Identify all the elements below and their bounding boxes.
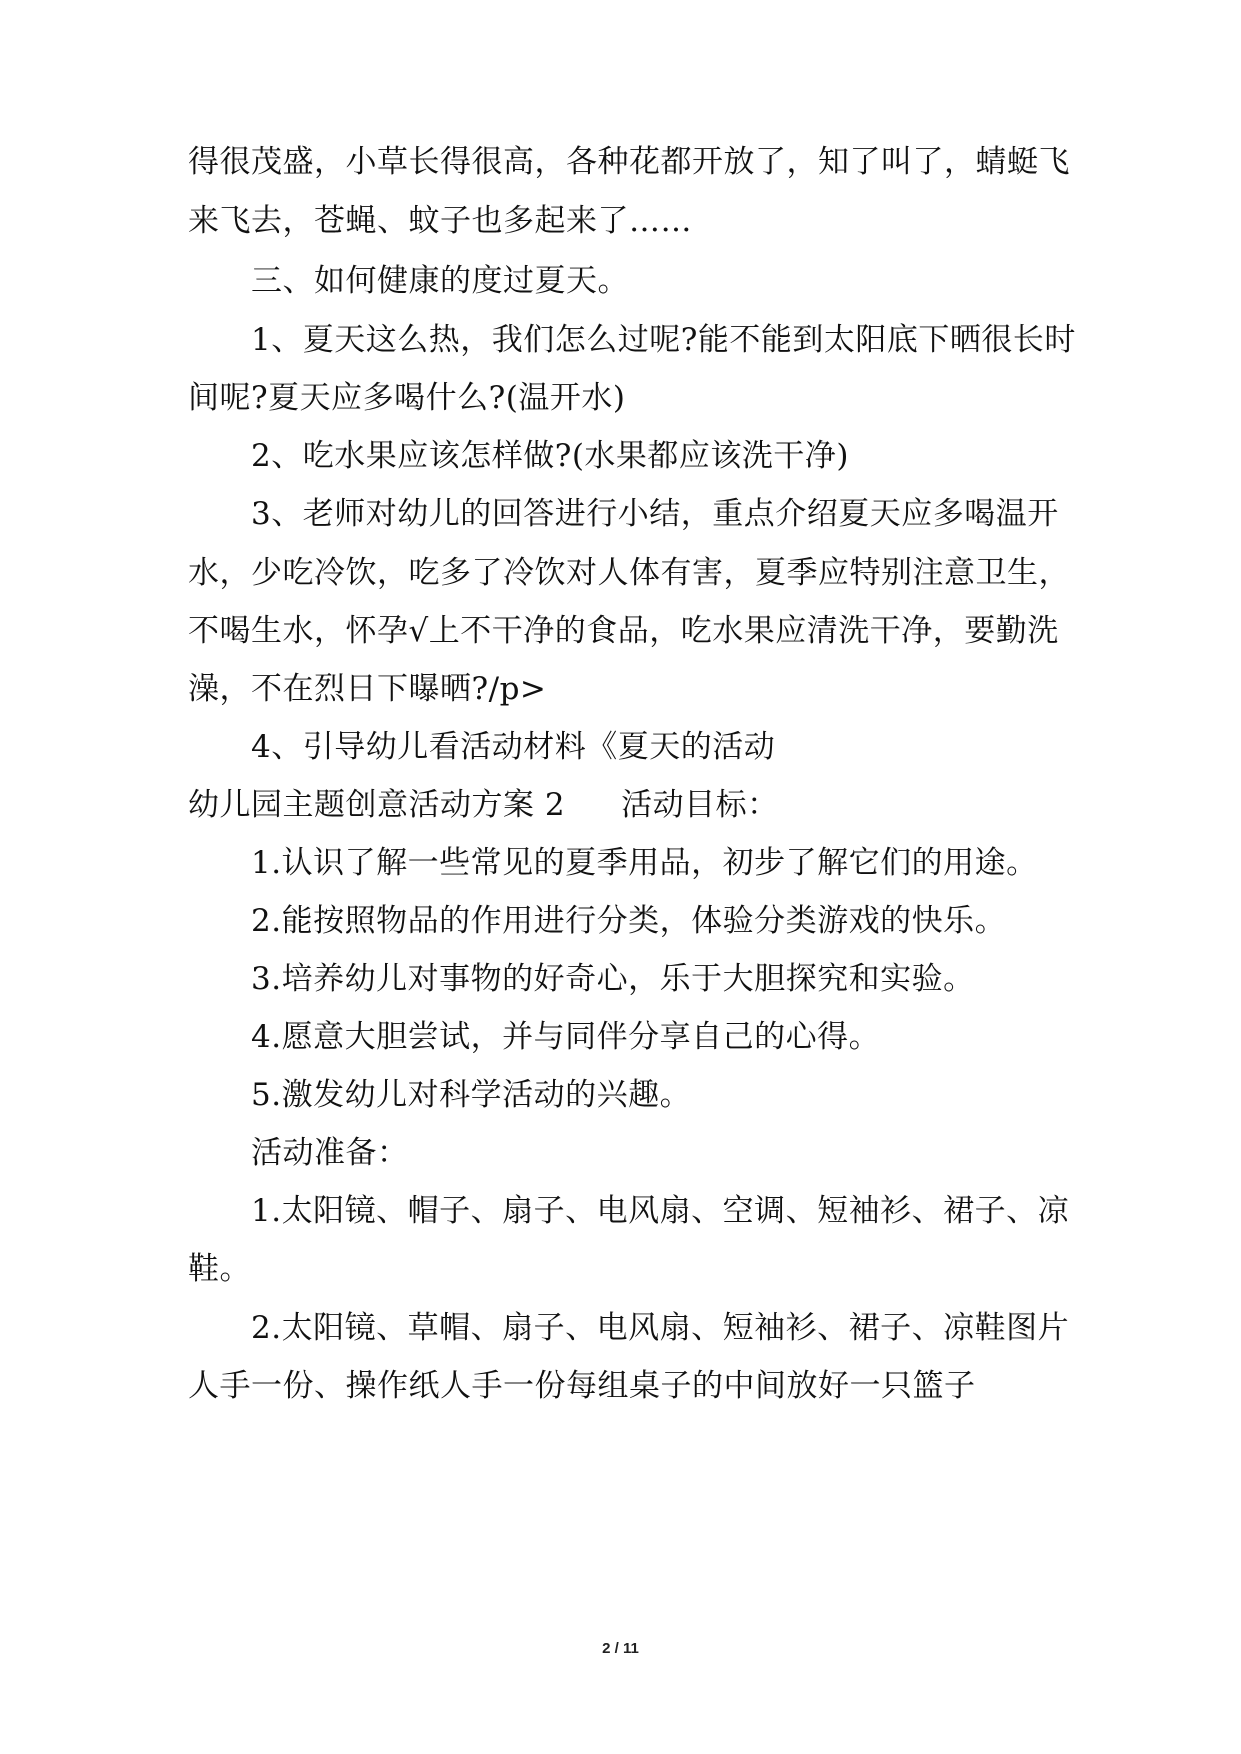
page-number: 2 / 11 — [602, 1640, 639, 1657]
body-text-line: 澡，不在烈日下曝晒?/p> — [188, 671, 547, 707]
list-item: 4.愿意大胆尝试，并与同伴分享自己的心得。 — [251, 1019, 881, 1055]
list-item: 1.太阳镜、帽子、扇子、电风扇、空调、短袖衫、裙子、凉 — [251, 1193, 1070, 1229]
body-text-line: 鞋。 — [188, 1251, 251, 1287]
list-item: 3、老师对幼儿的回答进行小结，重点介绍夏天应多喝温开 — [251, 496, 1059, 532]
plan-title: 幼儿园主题创意活动方案 2 — [188, 787, 566, 823]
section-heading: 活动目标： — [621, 787, 779, 823]
body-text-line: 不喝生水，怀孕√上不干净的食品，吃水果应清洗干净，要勤洗 — [188, 613, 1059, 649]
section-heading: 三、如何健康的度过夏天。 — [251, 263, 629, 299]
list-item: 2.能按照物品的作用进行分类，体验分类游戏的快乐。 — [251, 903, 1007, 939]
list-item: 3.培养幼儿对事物的好奇心，乐于大胆探究和实验。 — [251, 961, 975, 997]
body-text-line: 来飞去，苍蝇、蚊子也多起来了…… — [188, 203, 692, 239]
section-heading: 活动准备： — [251, 1135, 409, 1171]
list-item: 2、吃水果应该怎样做?(水果都应该洗干净) — [251, 438, 850, 474]
body-text-line: 间呢?夏天应多喝什么?(温开水) — [188, 380, 626, 416]
list-item: 1、夏天这么热，我们怎么过呢?能不能到太阳底下晒很长时 — [251, 322, 1076, 358]
body-text-line: 水，少吃冷饮，吃多了冷饮对人体有害，夏季应特别注意卫生， — [188, 555, 1070, 591]
list-item: 2.太阳镜、草帽、扇子、电风扇、短袖衫、裙子、凉鞋图片 — [251, 1310, 1070, 1346]
body-text-line: 得很茂盛，小草长得很高，各种花都开放了，知了叫了，蜻蜓飞 — [188, 144, 1070, 180]
list-item: 5.激发幼儿对科学活动的兴趣。 — [251, 1077, 692, 1113]
body-text-line: 人手一份、操作纸人手一份每组桌子的中间放好一只篮子 — [188, 1368, 976, 1404]
plan-title-line — [188, 785, 1068, 825]
list-item: 4、引导幼儿看活动材料《夏天的活动 — [251, 729, 776, 765]
list-item: 1.认识了解一些常见的夏季用品，初步了解它们的用途。 — [251, 845, 1038, 881]
